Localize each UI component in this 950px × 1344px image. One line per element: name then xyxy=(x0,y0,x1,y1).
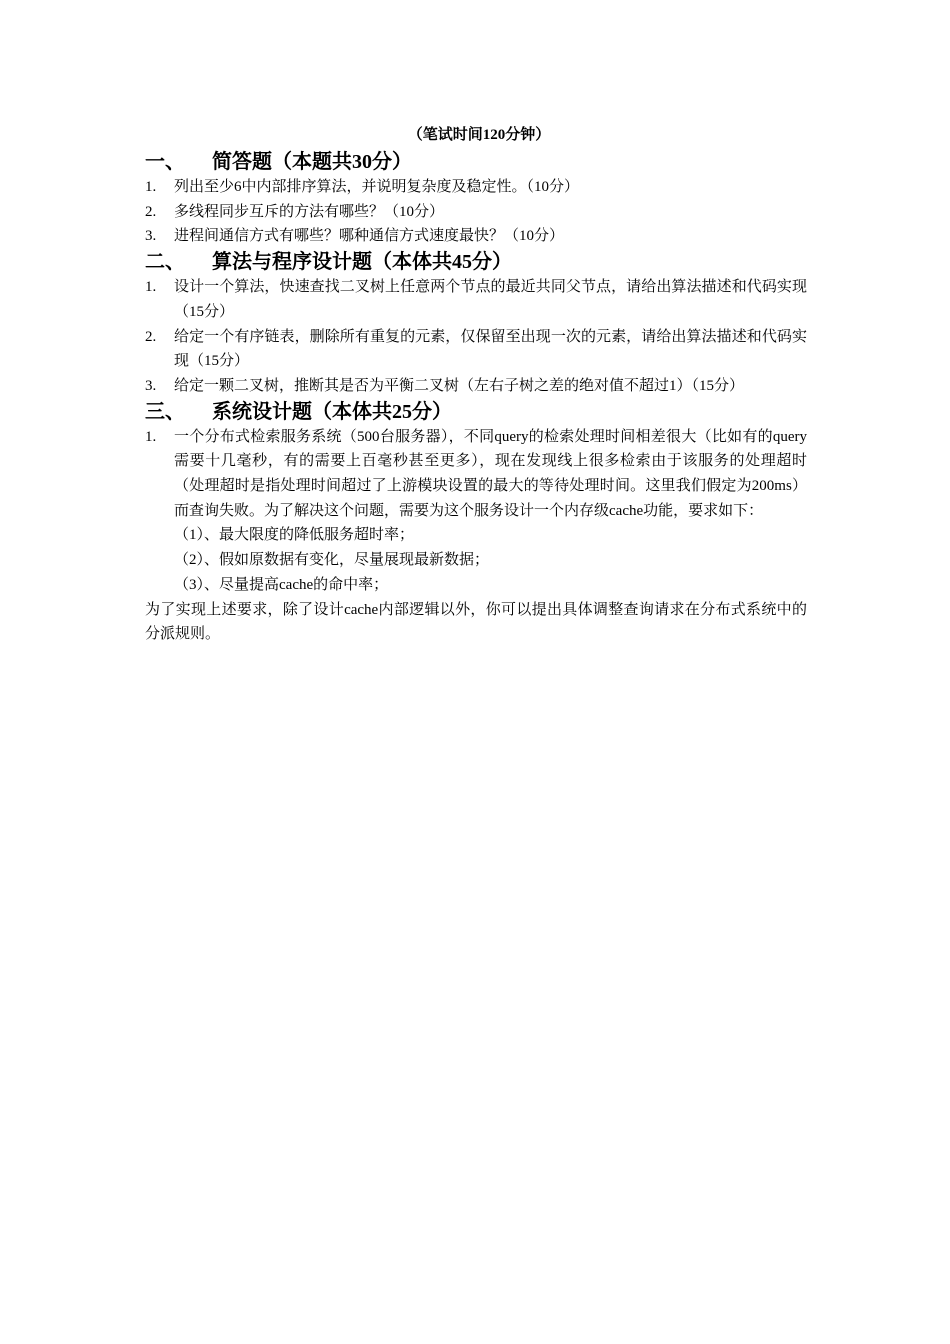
section-heading-2 xyxy=(145,249,807,275)
question-number: 2. xyxy=(145,203,157,220)
section-title: 简答题（本题共30分） xyxy=(212,151,412,173)
question-number: 3. xyxy=(145,228,157,245)
requirement-item: （1）、最大限度的降低服务超时率； xyxy=(174,527,415,544)
question-text: 列出至少6中内部排序算法，并说明复杂度及稳定性。（10分） xyxy=(174,179,580,195)
section-number: 三、 xyxy=(145,400,185,423)
question-number: 2. xyxy=(145,328,157,345)
question-text: 给定一颗二叉树，推断其是否为平衡二叉树（左右子树之差的绝对值不超过1）（15分） xyxy=(174,377,745,394)
exam-subtitle: （笔试时间120分钟） xyxy=(407,127,551,143)
question-number: 3. xyxy=(145,377,157,394)
question-item xyxy=(145,374,807,399)
question-item xyxy=(145,224,807,249)
section-heading-1 xyxy=(145,149,807,175)
section-number: 二、 xyxy=(145,251,185,274)
question-list-3 xyxy=(145,425,807,524)
question-item xyxy=(145,200,807,225)
question-list-2 xyxy=(145,275,807,399)
question-item xyxy=(145,275,807,324)
question-text: 给定一个有序链表，删除所有重复的元素，仅保留至出现一次的元素，请给出算法描述和代码实现（15分） xyxy=(174,328,807,370)
question-number: 1. xyxy=(145,279,157,296)
exam-document xyxy=(145,123,807,647)
question-number: 1. xyxy=(145,428,157,445)
question-text: 进程间通信方式有哪些？哪种通信方式速度最快？（10分） xyxy=(174,228,565,245)
question-item xyxy=(145,325,807,374)
question-text: 多线程同步互斥的方法有哪些？（10分） xyxy=(174,203,445,220)
closing-paragraph: 为了实现上述要求，除了设计cache内部逻辑以外，你可以提出具体调整查询请求在分布式系统中的分派规则。 xyxy=(145,601,807,643)
question-item xyxy=(145,175,807,200)
section-title: 系统设计题（本体共25分） xyxy=(212,400,452,423)
question-text: 设计一个算法，快速查找二叉树上任意两个节点的最近共同父节点，请给出算法描述和代码实现（15分） xyxy=(174,279,807,320)
section-heading-3 xyxy=(145,399,807,425)
requirement-item: （3）、尽量提高cache的命中率； xyxy=(174,576,389,593)
question-item xyxy=(145,425,807,524)
requirement-item: （2）、假如原数据有变化，尽量展现最新数据； xyxy=(174,552,490,569)
question-number: 1. xyxy=(145,179,157,195)
section-title: 算法与程序设计题（本体共45分） xyxy=(212,251,512,274)
question-text: 一个分布式检索服务系统（500台服务器），不同query的检索处理时间相差很大（比如有的query需要十几毫秒，有的需要上百毫秒甚至更多），现在发现线上很多检索由于该服务的处理超时（处理超时是指处理时间超过了上游模块设置的最大的等待处理时间。这里我们假定为200ms）而查询失败。为了解决这个问题，需要为这个服务设计一个内存级cache功能，要求如下： xyxy=(174,428,807,519)
section-number: 一、 xyxy=(145,151,185,173)
question-list-1 xyxy=(145,175,807,249)
